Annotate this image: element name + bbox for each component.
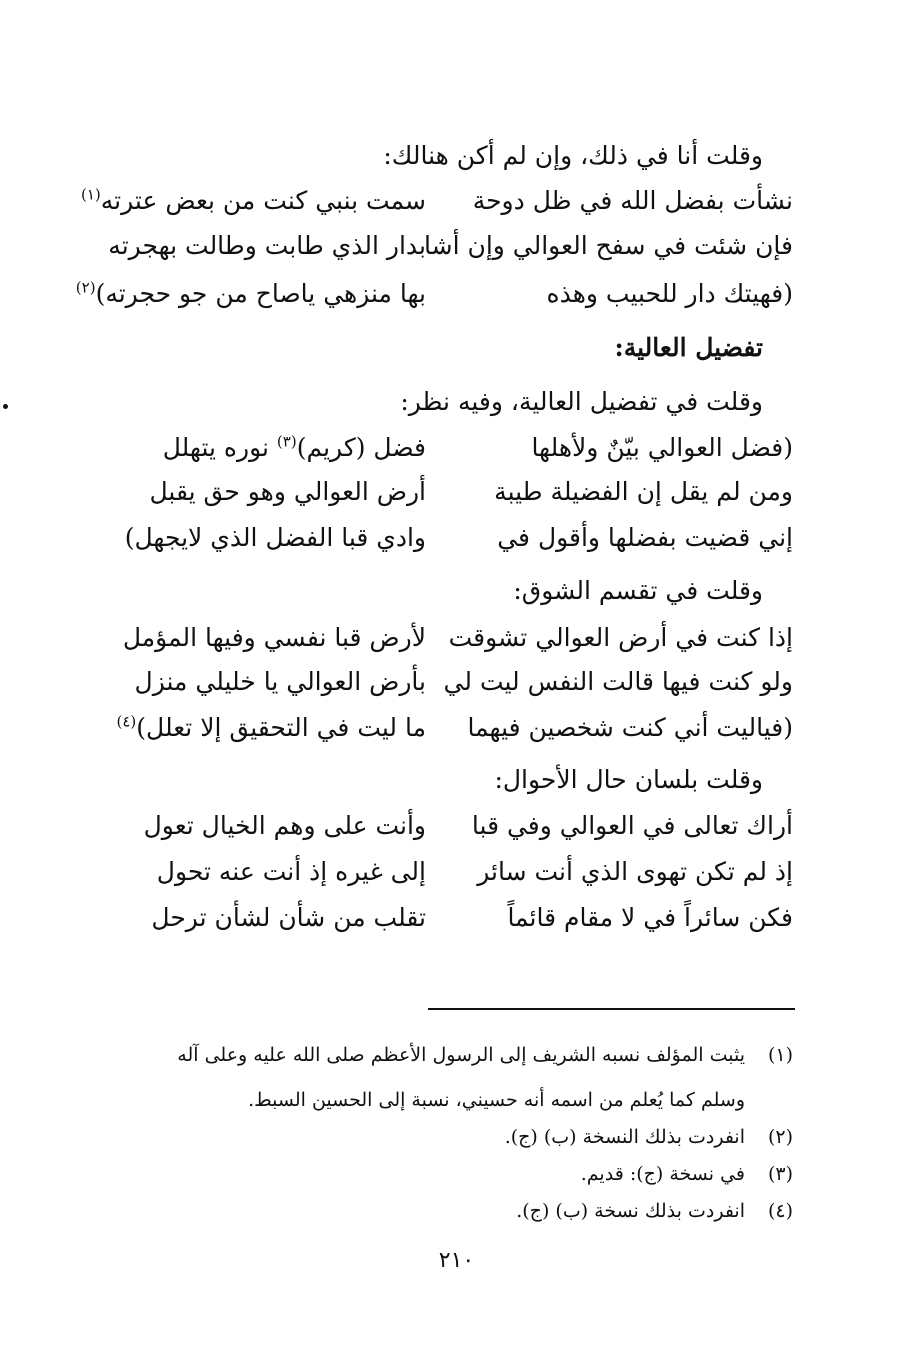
footnote-ref: (٣) <box>276 432 297 451</box>
verse-first-hemistich: فإن شئت في سفح العوالي وإن أشا <box>424 231 793 260</box>
verse-text: سمت بنبي كنت من بعض عترته <box>100 186 426 215</box>
verse-first-hemistich: إني قضيت بفضلها وأقول في <box>497 523 793 552</box>
footnote-text: في نسخة (ج): قديم. <box>580 1163 745 1185</box>
verse-second-hemistich: إلى غيره إذ أنت عنه تحول <box>156 857 426 886</box>
verse-first-hemistich: ومن لم يقل إن الفضيلة طيبة <box>494 477 793 506</box>
verse-second-hemistich: أرض العوالي وهو حق يقبل <box>149 477 426 506</box>
verse-first-hemistich: إذ لم تكن تهوى الذي أنت سائر <box>477 857 793 886</box>
verse-second-hemistich <box>163 432 426 464</box>
footnote-ref: (١) <box>80 185 101 204</box>
verse-text: بها منزهي ياصاح من جو حجرته) <box>95 279 426 308</box>
footnote <box>581 1161 793 1187</box>
footnote-number: (٤) <box>767 1200 793 1222</box>
verse-second-hemistich: وأنت على وهم الخيال تعول <box>143 811 426 840</box>
verse-first-hemistich: (فضل العوالي بيّنٌ ولأهلها <box>531 433 793 462</box>
intro-line: وقلت في تفضيل العالية، وفيه نظر: <box>400 387 763 416</box>
verse-first-hemistich: (فياليت أني كنت شخصين فيهما <box>467 713 793 742</box>
verse-first-hemistich: نشأت بفضل الله في ظل دوحة <box>472 186 793 215</box>
footnote-continuation: وسلم كما يُعلم من اسمه أنه حسيني، نسبة إلى الحسين السبط. <box>248 1089 745 1111</box>
footnote-text: انفردت بذلك نسخة (ب) (ج). <box>516 1200 745 1222</box>
footnote-ref: (٤) <box>116 712 137 731</box>
verse-second-hemistich <box>117 712 427 744</box>
footnote-text: يثبت المؤلف نسبه الشريف إلى الرسول الأعظم صلى الله عليه وعلى آله <box>177 1044 745 1066</box>
margin-mark <box>3 404 8 409</box>
verse-first-hemistich: إذا كنت في أرض العوالي تشوقت <box>448 623 793 652</box>
verse-second-hemistich: بدار الذي طابت وطالت بهجرته <box>108 231 426 260</box>
footnote <box>516 1198 793 1224</box>
verse-text: نوره يتهلل <box>162 433 277 462</box>
verse-second-hemistich <box>81 185 426 217</box>
verse-first-hemistich: فكن سائراً في لا مقام قائماً <box>507 903 793 932</box>
verse-first-hemistich: أراك تعالى في العوالي وفي قبا <box>471 811 793 840</box>
intro-line: وقلت أنا في ذلك، وإن لم أكن هنالك: <box>383 141 763 170</box>
verse-second-hemistich: لأرض قبا نفسي وفيها المؤمل <box>122 623 426 652</box>
footnote-number: (٣) <box>767 1163 793 1185</box>
verse-second-hemistich <box>76 278 426 310</box>
verse-text: ما ليت في التحقيق إلا تعلل) <box>136 713 426 742</box>
verse-text: فضل (كريم) <box>296 433 426 462</box>
intro-line: وقلت بلسان حال الأحوال: <box>494 765 763 794</box>
section-heading: تفضيل العالية: <box>614 333 763 362</box>
footnote-ref: (٢) <box>75 278 96 297</box>
footnote <box>505 1124 793 1150</box>
verse-second-hemistich: بأرض العوالي يا خليلي منزل <box>134 667 426 696</box>
intro-line: وقلت في تقسم الشوق: <box>513 576 763 605</box>
verse-second-hemistich: وادي قبا الفضل الذي لايجهل) <box>124 523 426 552</box>
verse-first-hemistich: (فهيتك دار للحبيب وهذه <box>546 279 793 308</box>
footnote-number: (٢) <box>767 1126 793 1148</box>
footnote-divider <box>428 1008 795 1010</box>
footnote-number: (١) <box>767 1044 793 1066</box>
footnote <box>177 1042 793 1068</box>
footnote-text: انفردت بذلك النسخة (ب) (ج). <box>504 1126 745 1148</box>
page-number: ٢١٠ <box>438 1248 475 1273</box>
verse-second-hemistich: تقلب من شأن لشأن ترحل <box>151 903 426 932</box>
verse-first-hemistich: ولو كنت فيها قالت النفس ليت لي <box>443 667 793 696</box>
